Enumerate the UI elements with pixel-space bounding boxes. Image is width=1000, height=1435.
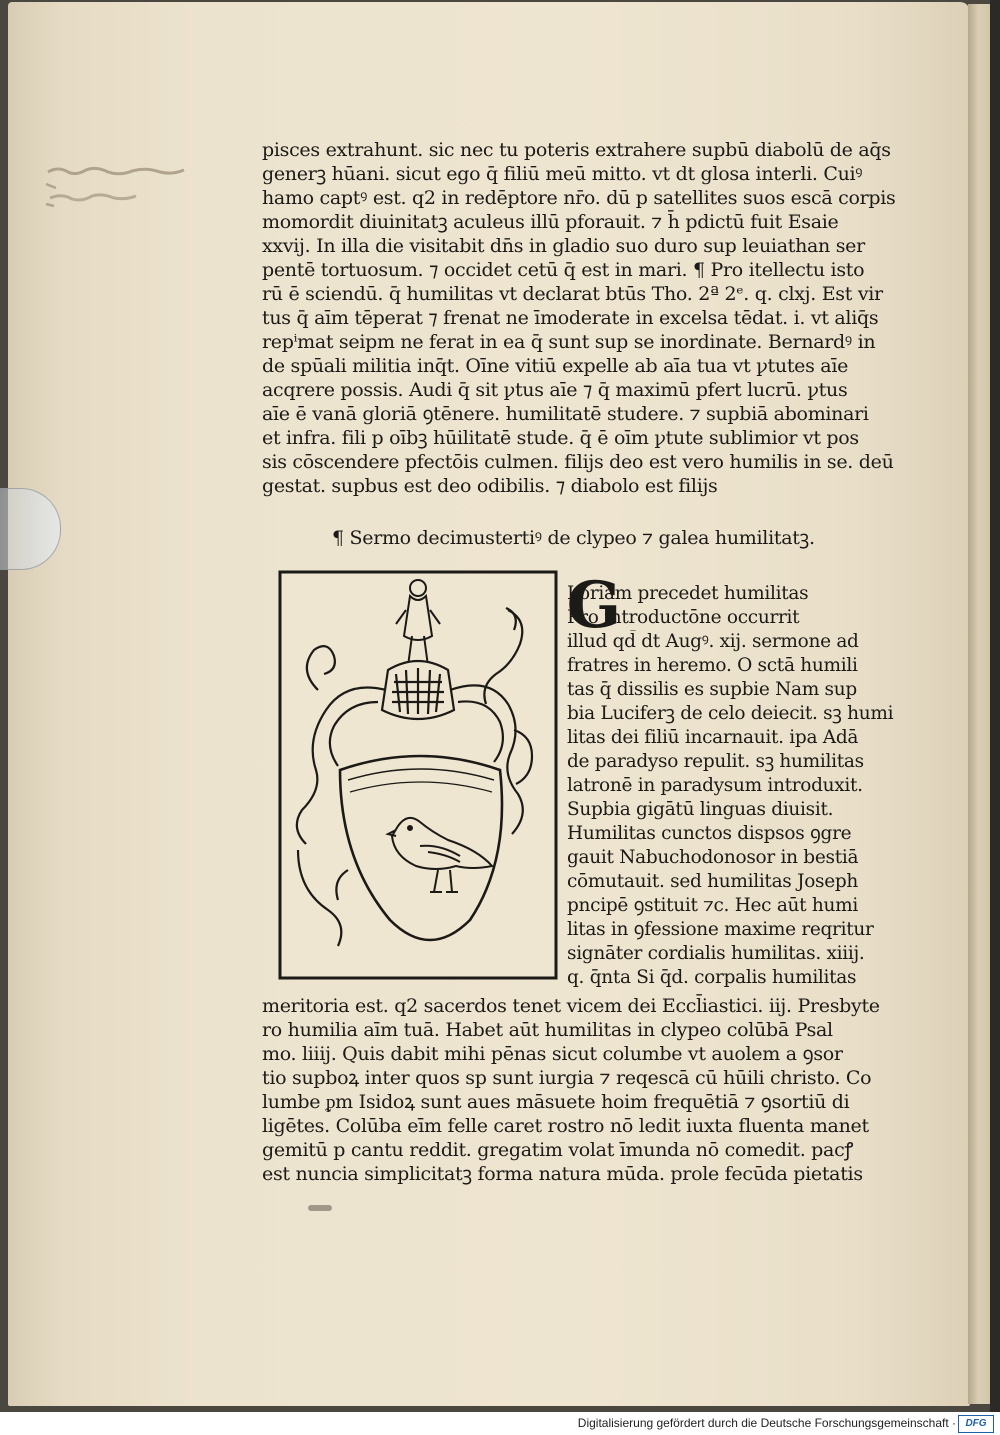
text-line: gemitū p cantu reddit. gregatim volat īmunda nō comedit. pacꝭ	[262, 1139, 854, 1161]
text-line: tus q̄ aīm tēperat ⁊ frenat ne īmoderate in excelsa tēdat. i. vt aliq̄s	[262, 307, 879, 329]
text-line: Humilitas cunctos dispsos ꝯgre	[567, 823, 852, 844]
text-line: de paradyso repulit. sꝫ humilitas	[567, 751, 864, 772]
helmet-icon	[382, 661, 454, 719]
text-line: Supbia gigātū linguas diuisit.	[567, 799, 834, 820]
text-line: gestat. supbus est deo odibilis. ⁊ diabolo est filijs	[262, 475, 718, 497]
footer-bar	[0, 1412, 1000, 1435]
drop-cap: G	[566, 568, 622, 643]
text-line: meritoria est. q2 sacerdos tenet vicem dei Eccl̄iastici. iij. Presbyte	[262, 995, 880, 1017]
text-line: q. q̄nta Si q̄d. corpalis humilitas	[567, 967, 857, 988]
text-line: ligētes. Colūba eīm felle caret rostro nō ledit iuxta fluenta manet	[262, 1115, 869, 1137]
page-smudge	[308, 1205, 332, 1211]
sermon-heading: ¶ Sermo decimustertiꝰ de clypeo ⁊ galea humilitatꝫ.	[332, 527, 815, 549]
text-line: aīe ē vanā gloriā ꝯtēnere. humilitatē studere. ⁊ supbiā abominari	[262, 403, 869, 425]
text-line: cōmutauit. sed humilitas Joseph	[567, 871, 859, 892]
dfg-logo[interactable]: DFG	[958, 1415, 994, 1433]
text-line: acqrere possis. Audi q̄ sit ꝩtus aīe ⁊ q̄ maximū pfert lucrū. ꝩtus	[262, 379, 848, 401]
handwritten-marginalia	[42, 160, 242, 220]
next-page-sliver	[990, 0, 1000, 1412]
text-line: hamo captꝰ est. q2 in redēptore nr̄o. dū p satellites suos escā corpis	[262, 187, 896, 209]
text-line: pisces extrahunt. sic nec tu poteris extrahere supbū diabolū de aq̄s	[262, 139, 891, 161]
text-line: Loriam precedet humilitas	[567, 583, 809, 604]
text-line: litas dei filiū incarnauit. ipa Adā	[567, 727, 859, 748]
text-line: illud qd̄ dt Augꝰ. xij. sermone ad	[567, 631, 859, 652]
text-line: tio supboꝝ inter quos sp sunt iurgia ⁊ reqescā cū hūili christo. Co	[262, 1067, 872, 1089]
text-line: generꝫ hūani. sicut ego q̄ filiū meū mitto. vt dt glosa interli. Cuiꝰ	[262, 163, 863, 185]
text-line: xxvij. In illa die visitabit dn̄s in gladio suo duro sup leuiathan ser	[262, 235, 865, 257]
text-line: litas in ꝯfessione maxime reqritur	[567, 919, 874, 940]
text-line: rū ē sciendū. q̄ humilitas vt declarat btūs Tho. 2ª 2ᵉ. q. clxj. Est vir	[262, 283, 883, 305]
text-line: de spūali militia inq̄t. Oīne vitiū expelle ab aīa tua vt ꝩtutes aīe	[262, 355, 849, 377]
text-line: pncipē ꝯstituit ⁊c. Hec aūt humi	[567, 895, 858, 916]
text-line: sis cōscendere pfectōis culmen. filijs deo est vero humilis in se. deū	[262, 451, 894, 473]
text-line: ro humilia aīm tuā. Habet aūt humilitas in clypeo colūbā Psal	[262, 1019, 833, 1041]
text-line: latronē in paradysum introduxit.	[567, 775, 863, 796]
footer-credit: Digitalisierung gefördert durch die Deutsche Forschungsgemeinschaft ·	[577, 1416, 956, 1430]
woodcut-coat-of-arms	[278, 570, 558, 980]
text-line: signāter cordialis humilitas. xiiij.	[567, 943, 865, 964]
text-line: bia Luciferꝫ de celo deiecit. sꝫ humi	[567, 703, 894, 724]
text-line: momordit diuinitatꝫ aculeus illū pforauit. ⁊ h̄ pdictū fuit Esaie	[262, 211, 839, 233]
text-line: lumbe ᵱm Isidoꝝ sunt aues māsuete hoim frequētiā ⁊ ꝯsortiū di	[262, 1091, 850, 1113]
text-line: et infra. fili p oībꝫ hūilitatē stude. q̄ ē oīm ꝩtute sublimior vt pos	[262, 427, 859, 449]
text-line: est nuncia simplicitatꝫ forma natura mūda. prole fecūda pietatis	[262, 1163, 863, 1185]
text-line: mo. liiij. Quis dabit mihi pēnas sicut columbe vt auolem a ꝯsor	[262, 1043, 843, 1065]
text-line: tas q̄ dissilis es supbie Nam sup	[567, 679, 857, 700]
text-line: fratres in heremo. O sctā humili	[567, 655, 858, 676]
text-line: Pro introductōne occurrit	[567, 607, 800, 628]
text-line: repⁱmat seipm ne ferat in ea q̄ sunt sup se inordinate. Bernardꝰ in	[262, 331, 876, 353]
text-line: pentē tortuosum. ⁊ occidet cetū q̄ est in mari. ¶ Pro itellectu isto	[262, 259, 865, 281]
text-line: gauit Nabuchodonosor in bestiā	[567, 847, 859, 868]
